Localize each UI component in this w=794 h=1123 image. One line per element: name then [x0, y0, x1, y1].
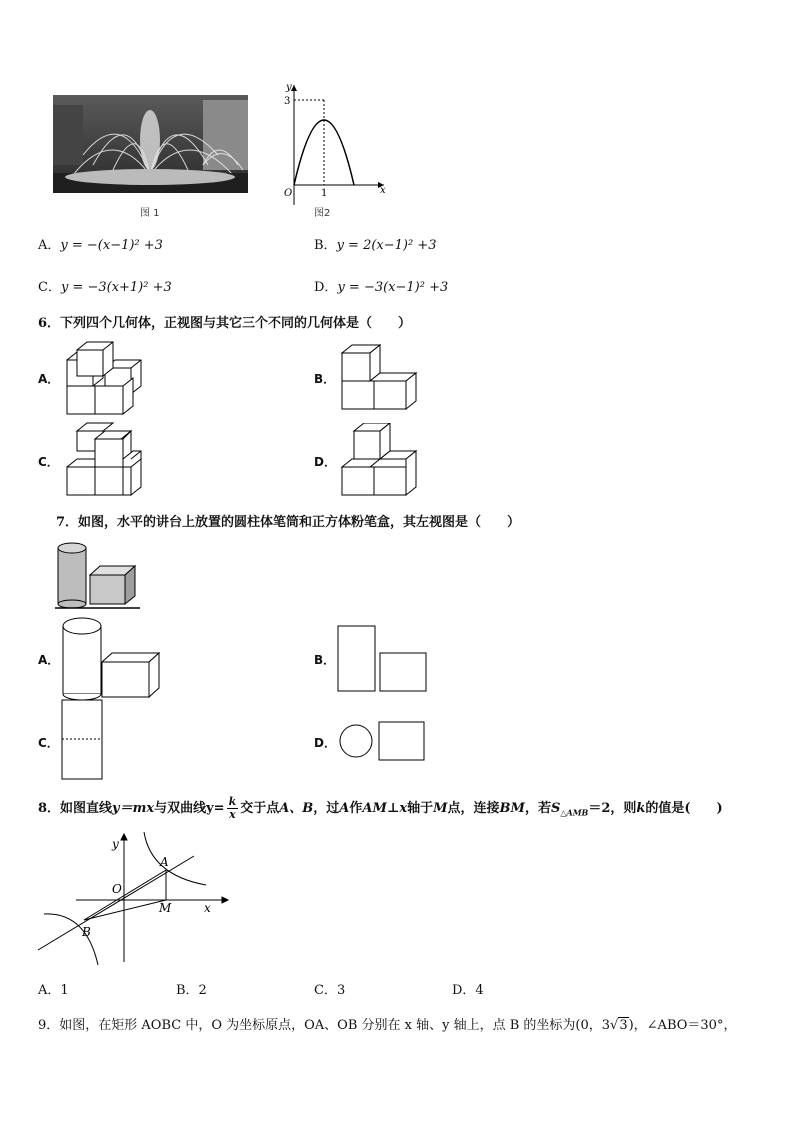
q5-option-c[interactable] — [38, 276, 172, 295]
q8-graph-x: x — [204, 901, 211, 915]
q8-text: y＝mx — [112, 801, 155, 816]
q7-main-figure — [55, 540, 140, 614]
q6-stem: 6．下列四个几何体，正视图与其它三个不同的几何体是（ ） — [38, 316, 412, 331]
option-label: C． — [38, 280, 61, 295]
q7-view-b — [337, 625, 429, 697]
q8-text: ＝2，则 — [588, 801, 637, 816]
q6-option-a-label[interactable]: A． — [38, 372, 60, 386]
q8-text: A、B — [279, 801, 314, 816]
q7-option-a-label[interactable]: A． — [38, 653, 60, 667]
q8-text: M — [433, 801, 448, 816]
q6-option-b-label[interactable]: B． — [314, 372, 336, 386]
sqrt-symbol: √ — [610, 1018, 619, 1033]
option-expr: y = 2(x−1)² +3 — [336, 238, 437, 253]
q5-option-b[interactable] — [314, 234, 436, 253]
q5-option-d[interactable] — [314, 276, 448, 295]
q7-option-b-label[interactable]: B． — [314, 653, 336, 667]
q6-option-d-label[interactable]: D． — [314, 455, 336, 469]
q8-graph-origin: O — [112, 882, 122, 896]
q8-text: 8．如图直线 — [38, 801, 113, 816]
graph-y-tick: 3 — [284, 96, 291, 107]
option-label: D． — [314, 280, 338, 295]
q7-option-d-label[interactable]: D． — [314, 736, 336, 750]
q7-view-d — [337, 719, 427, 767]
q8-point-a: A — [160, 855, 169, 869]
q8-text: BM — [499, 801, 525, 816]
option-expr: y = −(x−1)² +3 — [60, 238, 163, 253]
q9-stem — [38, 1014, 736, 1033]
fig2-caption: 图2 — [314, 208, 331, 219]
q8-text: A — [339, 801, 350, 816]
q8-text: ，过 — [313, 801, 340, 816]
graph-origin: O — [284, 188, 293, 199]
q8-text: 交于点 — [240, 801, 280, 816]
q8-text: AM⊥x — [362, 801, 408, 816]
option-label: B． — [314, 238, 337, 253]
q8-text: ，若 — [524, 801, 551, 816]
q8-point-m: M — [159, 901, 172, 915]
q8-graph-y: y — [112, 837, 119, 851]
q8-point-b: B — [82, 925, 91, 939]
q8-text: k — [636, 801, 646, 816]
q8-text: 作 — [349, 801, 363, 816]
q5-option-a[interactable] — [38, 234, 163, 253]
q7-option-c-label[interactable]: C． — [38, 736, 59, 750]
q8-text: S — [550, 801, 561, 816]
q8-graph — [36, 830, 236, 972]
graph-x-label: x — [380, 185, 386, 196]
q8-text: 轴于 — [407, 801, 434, 816]
q7-view-a — [60, 616, 165, 705]
q7-view-c — [60, 699, 104, 785]
q8-option-a[interactable]: A．1 — [38, 983, 69, 998]
fountain-photo — [53, 95, 248, 193]
q8-text: 的值是( ) — [645, 801, 723, 816]
q6-solid-c — [65, 421, 145, 503]
q8-stem — [38, 796, 723, 821]
q9-text: )，∠ABO＝30°， — [628, 1018, 737, 1033]
graph-x-tick: 1 — [321, 188, 328, 199]
q8-option-d[interactable]: D．4 — [452, 983, 484, 998]
fraction-numerator: k — [228, 795, 237, 808]
q9-text: 9．如图，在矩形 AOBC 中，O 为坐标原点，OA、OB 分别在 x 轴、y 轴上，点 B 的坐标为(0，3 — [38, 1018, 611, 1033]
q6-solid-a — [65, 340, 145, 420]
option-expr: y = −3(x−1)² +3 — [337, 280, 449, 295]
q8-text: 与双曲线y= — [154, 801, 225, 816]
option-label: A． — [38, 238, 61, 253]
q8-text: 点，连接 — [447, 801, 500, 816]
fraction — [227, 796, 239, 821]
q6-solid-d — [340, 423, 420, 503]
parabola-graph — [278, 80, 388, 205]
q8-option-c[interactable]: C．3 — [314, 983, 346, 998]
graph-y-label: y — [286, 82, 292, 93]
fraction-denominator: x — [229, 808, 236, 821]
q7-stem: 7．如图，水平的讲台上放置的圆柱体笔筒和正方体粉笔盒，其左视图是（ ） — [56, 515, 521, 530]
fig1-caption: 图 1 — [140, 208, 160, 219]
q8-subscript: △AMB — [560, 807, 589, 818]
option-expr: y = −3(x+1)² +3 — [60, 280, 172, 295]
q6-option-c-label[interactable]: C． — [38, 455, 59, 469]
sqrt-radicand: 3 — [619, 1018, 628, 1033]
q8-option-b[interactable]: B．2 — [176, 983, 207, 998]
q6-solid-b — [340, 343, 420, 417]
